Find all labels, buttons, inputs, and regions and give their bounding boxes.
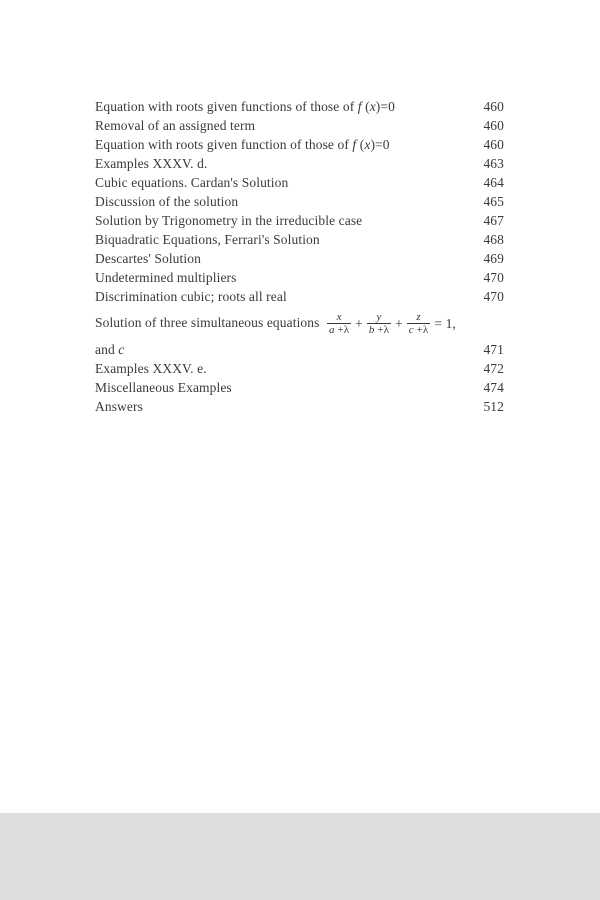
title-text-segment: )=0	[370, 137, 390, 152]
toc-entry-title	[95, 378, 475, 397]
title-text-segment: Equation with roots given functions of those of	[95, 99, 358, 114]
toc-entry-title	[95, 173, 475, 192]
toc-entry-title	[95, 97, 475, 116]
fraction	[327, 311, 351, 337]
toc-entry-title	[95, 287, 475, 306]
plus-operator: +	[395, 315, 403, 331]
toc-row	[95, 287, 504, 306]
title-text-segment: (	[361, 99, 370, 114]
toc-entry-page: 472	[483, 361, 504, 376]
toc-entry-title	[95, 249, 475, 268]
title-text-segment: and	[95, 342, 119, 357]
title-text-segment: Examples XXXV. e.	[95, 361, 207, 376]
equation-lead-text: Solution of three simultaneous equations	[95, 315, 323, 330]
title-text-segment: Undetermined multipliers	[95, 270, 237, 285]
toc-row	[95, 397, 504, 416]
title-italic-segment: f	[352, 137, 357, 152]
title-text-segment: Cubic equations. Cardan's Solution	[95, 175, 289, 190]
title-italic-segment: c	[118, 342, 125, 357]
toc-entry-title	[95, 306, 496, 341]
table-of-contents	[95, 97, 504, 416]
toc-row	[95, 340, 504, 359]
toc-row	[95, 192, 504, 211]
toc-entry-title	[95, 192, 475, 211]
toc-entry-page: 468	[483, 232, 504, 247]
title-italic-segment: f	[357, 99, 362, 114]
title-text-segment: Examples XXXV. d.	[95, 156, 208, 171]
toc-entry-page: 470	[483, 270, 504, 285]
toc-row	[95, 97, 504, 116]
toc-row	[95, 359, 504, 378]
toc-entry-page: 469	[483, 251, 504, 266]
title-text-segment: Solution by Trigonometry in the irreducible case	[95, 213, 363, 228]
toc-entry-page: 460	[483, 137, 504, 152]
toc-entry-page: 460	[483, 99, 504, 114]
toc-row	[95, 135, 504, 154]
toc-entry-title	[95, 154, 475, 173]
fraction-numerator: x	[336, 310, 342, 323]
toc-entry-page: 463	[483, 156, 504, 171]
toc-entry-title	[95, 135, 475, 154]
toc-entry-title	[95, 116, 475, 135]
fraction-numerator: y	[376, 310, 382, 323]
fraction-denominator: c +λ	[408, 324, 429, 337]
toc-row	[95, 211, 504, 230]
page-bottom-gray-strip	[0, 813, 600, 900]
toc-row	[95, 378, 504, 397]
toc-entry-page: 465	[483, 194, 504, 209]
toc-entry-title	[95, 230, 475, 249]
inline-equation	[325, 307, 458, 341]
toc-row	[95, 154, 504, 173]
toc-entry-page: 467	[483, 213, 504, 228]
toc-entry-title	[95, 359, 475, 378]
title-text-segment: Removal of an assigned term	[95, 118, 256, 133]
toc-entry-page: 464	[483, 175, 504, 190]
toc-entry-title	[95, 340, 475, 359]
fraction	[367, 311, 391, 337]
title-text-segment: Biquadratic Equations, Ferrari's Solution	[95, 232, 320, 247]
title-text-segment: Equation with roots given function of those of	[95, 137, 353, 152]
fraction-denominator: a +λ	[328, 324, 350, 337]
toc-row	[95, 230, 504, 249]
title-italic-segment: x	[364, 137, 371, 152]
toc-row	[95, 306, 504, 340]
toc-entry-page: 512	[483, 399, 504, 414]
title-text-segment: )=0	[375, 99, 395, 114]
fraction-denominator: b +λ	[368, 324, 390, 337]
fraction	[407, 311, 431, 337]
equation-equals-tail: = 1,	[434, 315, 456, 331]
toc-entry-page: 460	[483, 118, 504, 133]
title-text-segment: Answers	[95, 399, 143, 414]
fraction-numerator: z	[416, 310, 421, 323]
title-text-segment: (	[356, 137, 365, 152]
toc-entry-page: 474	[483, 380, 504, 395]
title-text-segment: Discrimination cubic; roots all real	[95, 289, 287, 304]
title-text-segment: Descartes' Solution	[95, 251, 201, 266]
toc-entry-title	[95, 397, 475, 416]
toc-entry-title	[95, 211, 475, 230]
toc-row	[95, 268, 504, 287]
title-text-segment: Miscellaneous Examples	[95, 380, 232, 395]
title-text-segment: Discussion of the solution	[95, 194, 239, 209]
plus-operator: +	[355, 315, 363, 331]
title-italic-segment: x	[369, 99, 376, 114]
toc-row	[95, 116, 504, 135]
toc-row	[95, 173, 504, 192]
toc-entry-title	[95, 268, 475, 287]
toc-entry-page: 470	[483, 289, 504, 304]
toc-row	[95, 249, 504, 268]
toc-entry-page: 471	[483, 342, 504, 357]
